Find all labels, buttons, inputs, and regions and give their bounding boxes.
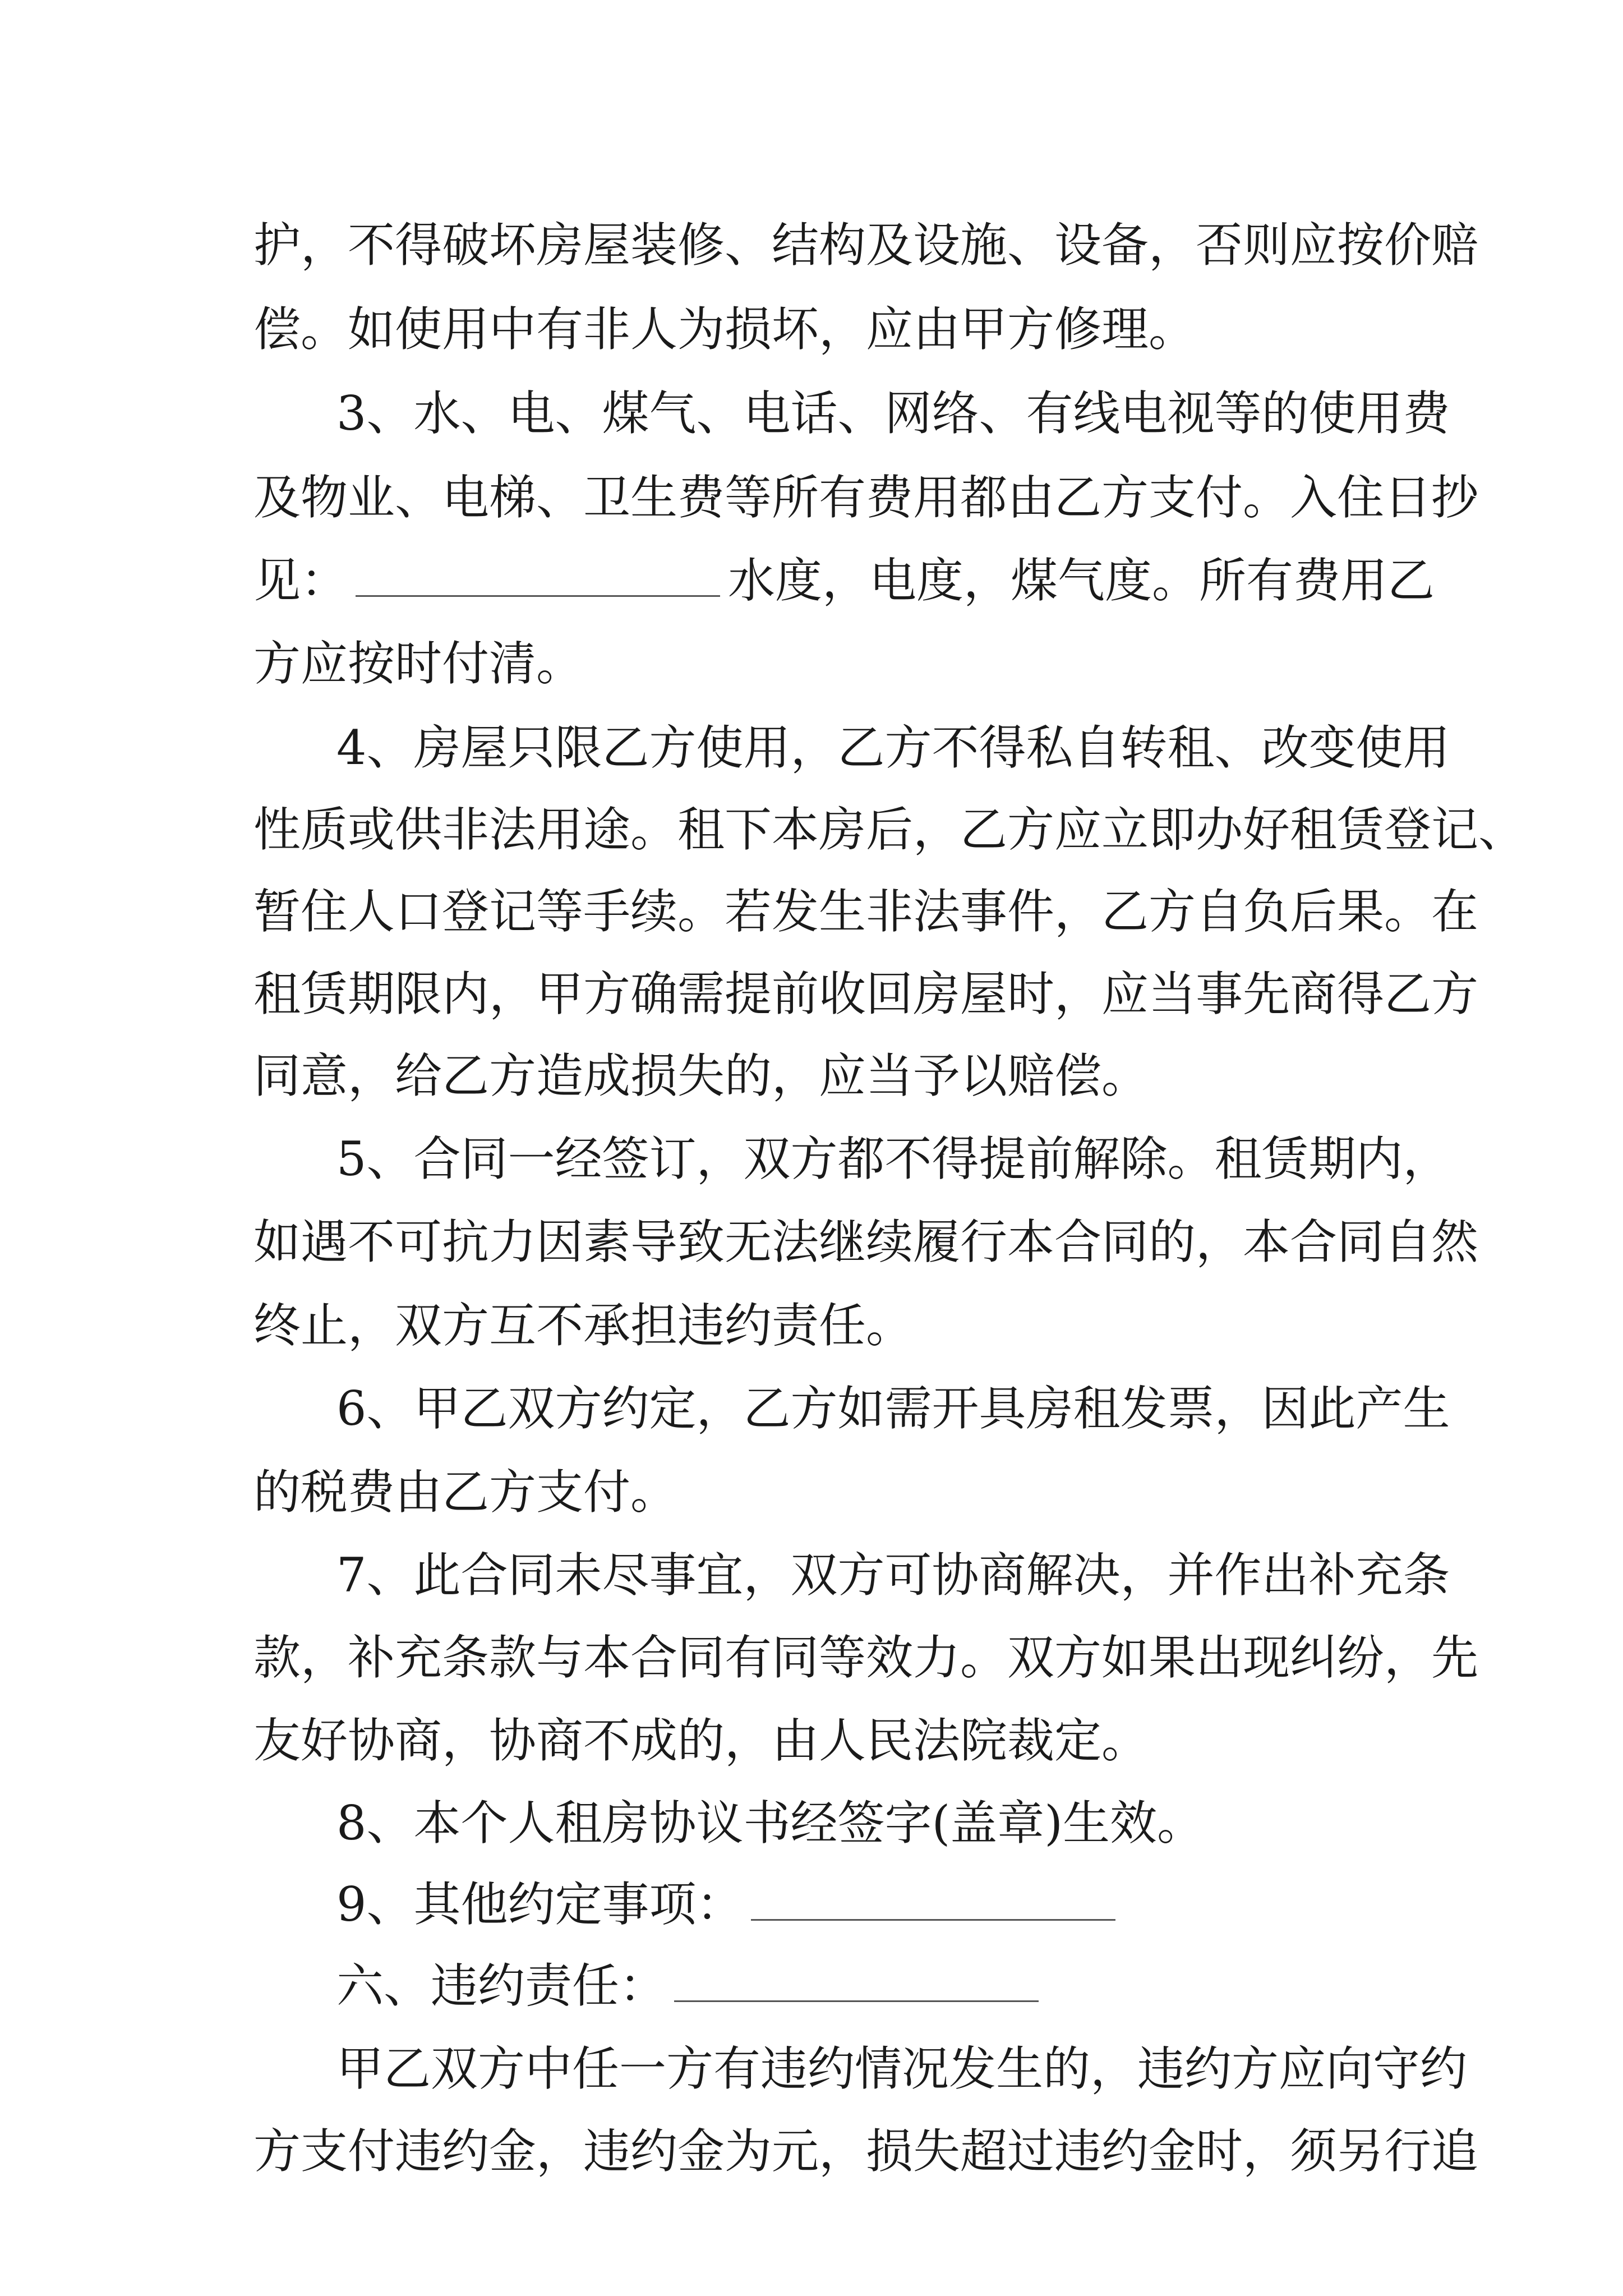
text-line: 甲乙双方中任一方有违约情况发生的，违约方应向守约 (336, 2041, 1468, 2096)
text-line: 如遇不可抗力因素导致无法继续履行本合同的，本合同自然 (253, 1214, 1479, 1269)
fill-in-blank (751, 1884, 1115, 1921)
fill-in-blank (356, 560, 720, 597)
fill-in-blank (674, 1966, 1039, 2002)
text-line: 方支付违约金，违约金为元，损失超过违约金时，须另行追 (253, 2124, 1479, 2179)
line-segment: 六、违约责任： (336, 1958, 667, 2013)
text-line: 及物业、电梯、卫生费等所有费用都由乙方支付。入住日抄 (253, 470, 1479, 525)
text-line: 5、合同一经签订，双方都不得提前解除。租赁期内， (336, 1131, 1450, 1186)
text-line-with-blank (336, 1862, 1386, 1947)
line-segment: 见： (253, 553, 348, 608)
line-segment: 9、其他约定事项： (336, 1877, 744, 1932)
text-line: 7、此合同未尽事宜，双方可协商解决，并作出补充条 (336, 1548, 1450, 1603)
text-line: 6、甲乙双方约定，乙方如需开具房租发票，因此产生 (336, 1381, 1450, 1436)
text-line: 款，补充条款与本合同有同等效力。双方如果出现纠纷，先 (253, 1630, 1479, 1685)
text-line: 偿。如使用中有非人为损坏，应由甲方修理。 (253, 302, 1196, 357)
text-line: 的税费由乙方支付。 (253, 1465, 678, 1520)
text-line: 3、水、电、煤气、电话、网络、有线电视等的使用费 (336, 386, 1450, 441)
text-line: 护，不得破坏房屋装修、结构及设施、设备，否则应按价赔 (253, 218, 1479, 273)
text-line: 8、本个人租房协议书经签字(盖章)生效。 (336, 1796, 1204, 1851)
text-line: 友好协商，协商不成的，由人民法院裁定。 (253, 1713, 1149, 1768)
text-line: 方应按时付清。 (253, 636, 584, 691)
text-line-with-blank (336, 1944, 1386, 2028)
line-segment: 水度，电度，煤气度。所有费用乙 (728, 553, 1435, 608)
text-line: 性质或供非法用途。租下本房后，乙方应立即办好租赁登记、 (253, 802, 1526, 857)
text-line: 终止，双方互不承担违约责任。 (253, 1298, 914, 1353)
text-line: 同意，给乙方造成损失的，应当予以赔偿。 (253, 1048, 1149, 1103)
text-line-with-blank (253, 539, 1435, 623)
text-line: 租赁期限内，甲方确需提前收回房屋时，应当事先商得乙方 (253, 967, 1479, 1022)
text-line: 4、房屋只限乙方使用，乙方不得私自转租、改变使用 (336, 720, 1450, 775)
text-line: 暂住人口登记等手续。若发生非法事件，乙方自负后果。在 (253, 884, 1479, 939)
